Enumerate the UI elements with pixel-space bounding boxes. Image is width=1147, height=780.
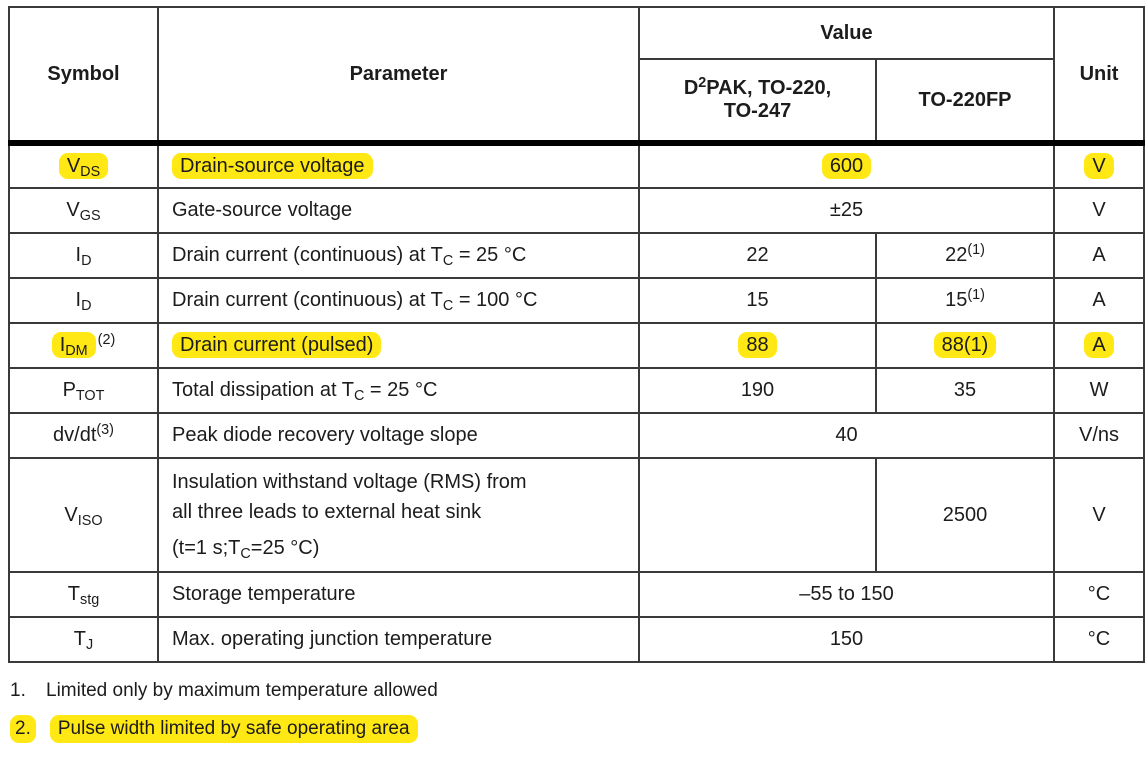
unit-cell bbox=[1054, 143, 1144, 188]
parameter-cell bbox=[158, 143, 639, 188]
col-header-package-to220fp: TO-220FP bbox=[876, 59, 1054, 143]
value-cell-span bbox=[639, 617, 1054, 662]
parameter-cell bbox=[158, 617, 639, 662]
value-text: 190 bbox=[740, 379, 775, 401]
package-col1-line2: TO-247 bbox=[723, 100, 792, 122]
unit-text: V bbox=[1092, 503, 1106, 526]
parameter-text: Drain current (continuous) at $T_C = 100$ °C bbox=[172, 289, 538, 315]
value-text: 35 bbox=[953, 379, 977, 401]
value-text: 22$^{(1)}$ bbox=[945, 241, 985, 266]
value-text: 40 bbox=[835, 424, 858, 446]
unit-cell bbox=[1054, 368, 1144, 413]
parameter-text: Total dissipation at $T_C = 25$ °C bbox=[172, 379, 438, 405]
parameter-cell bbox=[158, 458, 639, 572]
symbol-id: $I_D$ bbox=[75, 244, 92, 270]
symbol-cell bbox=[9, 413, 158, 458]
parameter-cell bbox=[158, 233, 639, 278]
parameter-text: Insulation withstand voltage (RMS) from all three leads to external heat sink (t=1 $s;T_C=25$ °C) bbox=[172, 470, 527, 562]
table-row-idm bbox=[9, 323, 1144, 368]
package-col1-text2: PAK, TO-220, bbox=[706, 77, 832, 99]
parameter-cell bbox=[158, 368, 639, 413]
symbol-cell bbox=[9, 323, 158, 368]
symbol-ptot: $P_{TOT}$ bbox=[62, 379, 105, 405]
absolute-maximum-ratings-table bbox=[8, 6, 1145, 663]
footnote-1-text: Limited only by maximum temperature allowed bbox=[46, 680, 438, 701]
footnote-2 bbox=[10, 715, 1147, 743]
symbol-tj: $T_J$ bbox=[73, 628, 94, 654]
symbol-cell bbox=[9, 143, 158, 188]
col-header-value: Value bbox=[639, 7, 1054, 59]
table-row-ptot bbox=[9, 368, 1144, 413]
parameter-cell bbox=[158, 413, 639, 458]
value-text: 2500 bbox=[942, 503, 988, 526]
unit-cell bbox=[1054, 458, 1144, 572]
value-text: 150 bbox=[829, 628, 864, 650]
value-cell-span bbox=[639, 413, 1054, 458]
symbol-cell bbox=[9, 188, 158, 233]
col-header-package-d2pak-to220-to247 bbox=[639, 59, 876, 143]
symbol-cell bbox=[9, 617, 158, 662]
value-cell-span bbox=[639, 188, 1054, 233]
value-cell-pkg2 bbox=[876, 278, 1054, 323]
unit-text: A bbox=[1084, 332, 1113, 358]
value-cell-span bbox=[639, 572, 1054, 617]
symbol-vgs: $V_{GS}$ bbox=[66, 199, 101, 225]
unit-text: °C bbox=[1087, 628, 1111, 650]
unit-text: °C bbox=[1087, 583, 1111, 605]
unit-cell bbox=[1054, 278, 1144, 323]
symbol-id: $I_D$ bbox=[75, 289, 92, 315]
value-cell-pkg2 bbox=[876, 233, 1054, 278]
footnote-ref-2: (2) bbox=[97, 331, 116, 348]
parameter-cell bbox=[158, 572, 639, 617]
table-row-tstg bbox=[9, 572, 1144, 617]
symbol-idm: $I_{DM}$ bbox=[52, 332, 96, 358]
col-header-symbol: Symbol bbox=[9, 7, 158, 143]
unit-text: V bbox=[1084, 153, 1113, 179]
unit-text: A bbox=[1092, 244, 1106, 266]
unit-text: A bbox=[1092, 289, 1106, 311]
unit-cell bbox=[1054, 323, 1144, 368]
unit-text: V/ns bbox=[1079, 424, 1120, 446]
value-cell-pkg1 bbox=[639, 323, 876, 368]
unit-cell bbox=[1054, 233, 1144, 278]
table-row-id-100c bbox=[9, 278, 1144, 323]
value-text: ±25 bbox=[829, 199, 864, 221]
unit-text: V bbox=[1092, 199, 1106, 221]
value-text: 600 bbox=[822, 153, 871, 179]
footnote-1-number: 1. bbox=[10, 680, 26, 701]
footnotes bbox=[10, 680, 1147, 743]
symbol-cell bbox=[9, 368, 158, 413]
parameter-cell bbox=[158, 278, 639, 323]
symbol-vds: $V_{DS}$ bbox=[59, 153, 108, 179]
col-header-unit: Unit bbox=[1054, 7, 1144, 143]
header-row-1 bbox=[9, 7, 1144, 59]
value-cell-span bbox=[639, 143, 1054, 188]
value-cell-pkg2 bbox=[876, 323, 1054, 368]
parameter-text: Drain-source voltage bbox=[172, 153, 373, 179]
parameter-cell bbox=[158, 323, 639, 368]
symbol-viso: $V_{ISO}$ bbox=[64, 503, 103, 529]
table-row-tj bbox=[9, 617, 1144, 662]
footnote-2-number: 2. bbox=[10, 715, 36, 743]
value-cell-pkg2 bbox=[876, 458, 1054, 572]
value-cell-pkg1 bbox=[639, 458, 876, 572]
symbol-cell bbox=[9, 278, 158, 323]
table-row-dvdt bbox=[9, 413, 1144, 458]
value-text: –55 to 150 bbox=[799, 583, 894, 605]
table-row-vds bbox=[9, 143, 1144, 188]
table-row-id-25c bbox=[9, 233, 1144, 278]
value-cell-pkg1 bbox=[639, 368, 876, 413]
parameter-text: Gate-source voltage bbox=[172, 199, 353, 221]
parameter-text: Drain current (pulsed) bbox=[172, 332, 381, 358]
symbol-dvdt: $dv/dt^{(3)}$ bbox=[53, 421, 114, 446]
unit-cell bbox=[1054, 413, 1144, 458]
symbol-cell bbox=[9, 458, 158, 572]
parameter-text: Storage temperature bbox=[172, 583, 356, 605]
parameter-cell bbox=[158, 188, 639, 233]
footnote-2-text: Pulse width limited by safe operating area bbox=[50, 715, 418, 743]
parameter-text: Drain current (continuous) at $T_C = 25$ °C bbox=[172, 244, 527, 270]
symbol-cell bbox=[9, 233, 158, 278]
value-text: 15$^{(1)}$ bbox=[945, 286, 985, 311]
value-text: 88 bbox=[738, 332, 776, 358]
unit-cell bbox=[1054, 617, 1144, 662]
package-col1-text: D bbox=[683, 77, 699, 99]
symbol-tstg: $T_{stg}$ bbox=[67, 583, 100, 609]
parameter-text: Max. operating junction temperature bbox=[172, 628, 493, 650]
table-row-viso bbox=[9, 458, 1144, 572]
value-cell-pkg1 bbox=[639, 278, 876, 323]
symbol-cell bbox=[9, 572, 158, 617]
table-row-vgs bbox=[9, 188, 1144, 233]
value-cell-pkg2 bbox=[876, 368, 1054, 413]
value-text: 15 bbox=[746, 289, 769, 311]
parameter-text: Peak diode recovery voltage slope bbox=[172, 424, 478, 446]
col-header-parameter: Parameter bbox=[158, 7, 639, 143]
package-col1-sup: 2 bbox=[698, 74, 707, 91]
unit-cell bbox=[1054, 572, 1144, 617]
unit-text: W bbox=[1089, 379, 1109, 401]
value-text: 22 bbox=[746, 244, 769, 266]
value-text: 88(1) bbox=[934, 332, 997, 358]
footnote-1 bbox=[10, 680, 1147, 702]
value-cell-pkg1 bbox=[639, 233, 876, 278]
unit-cell bbox=[1054, 188, 1144, 233]
